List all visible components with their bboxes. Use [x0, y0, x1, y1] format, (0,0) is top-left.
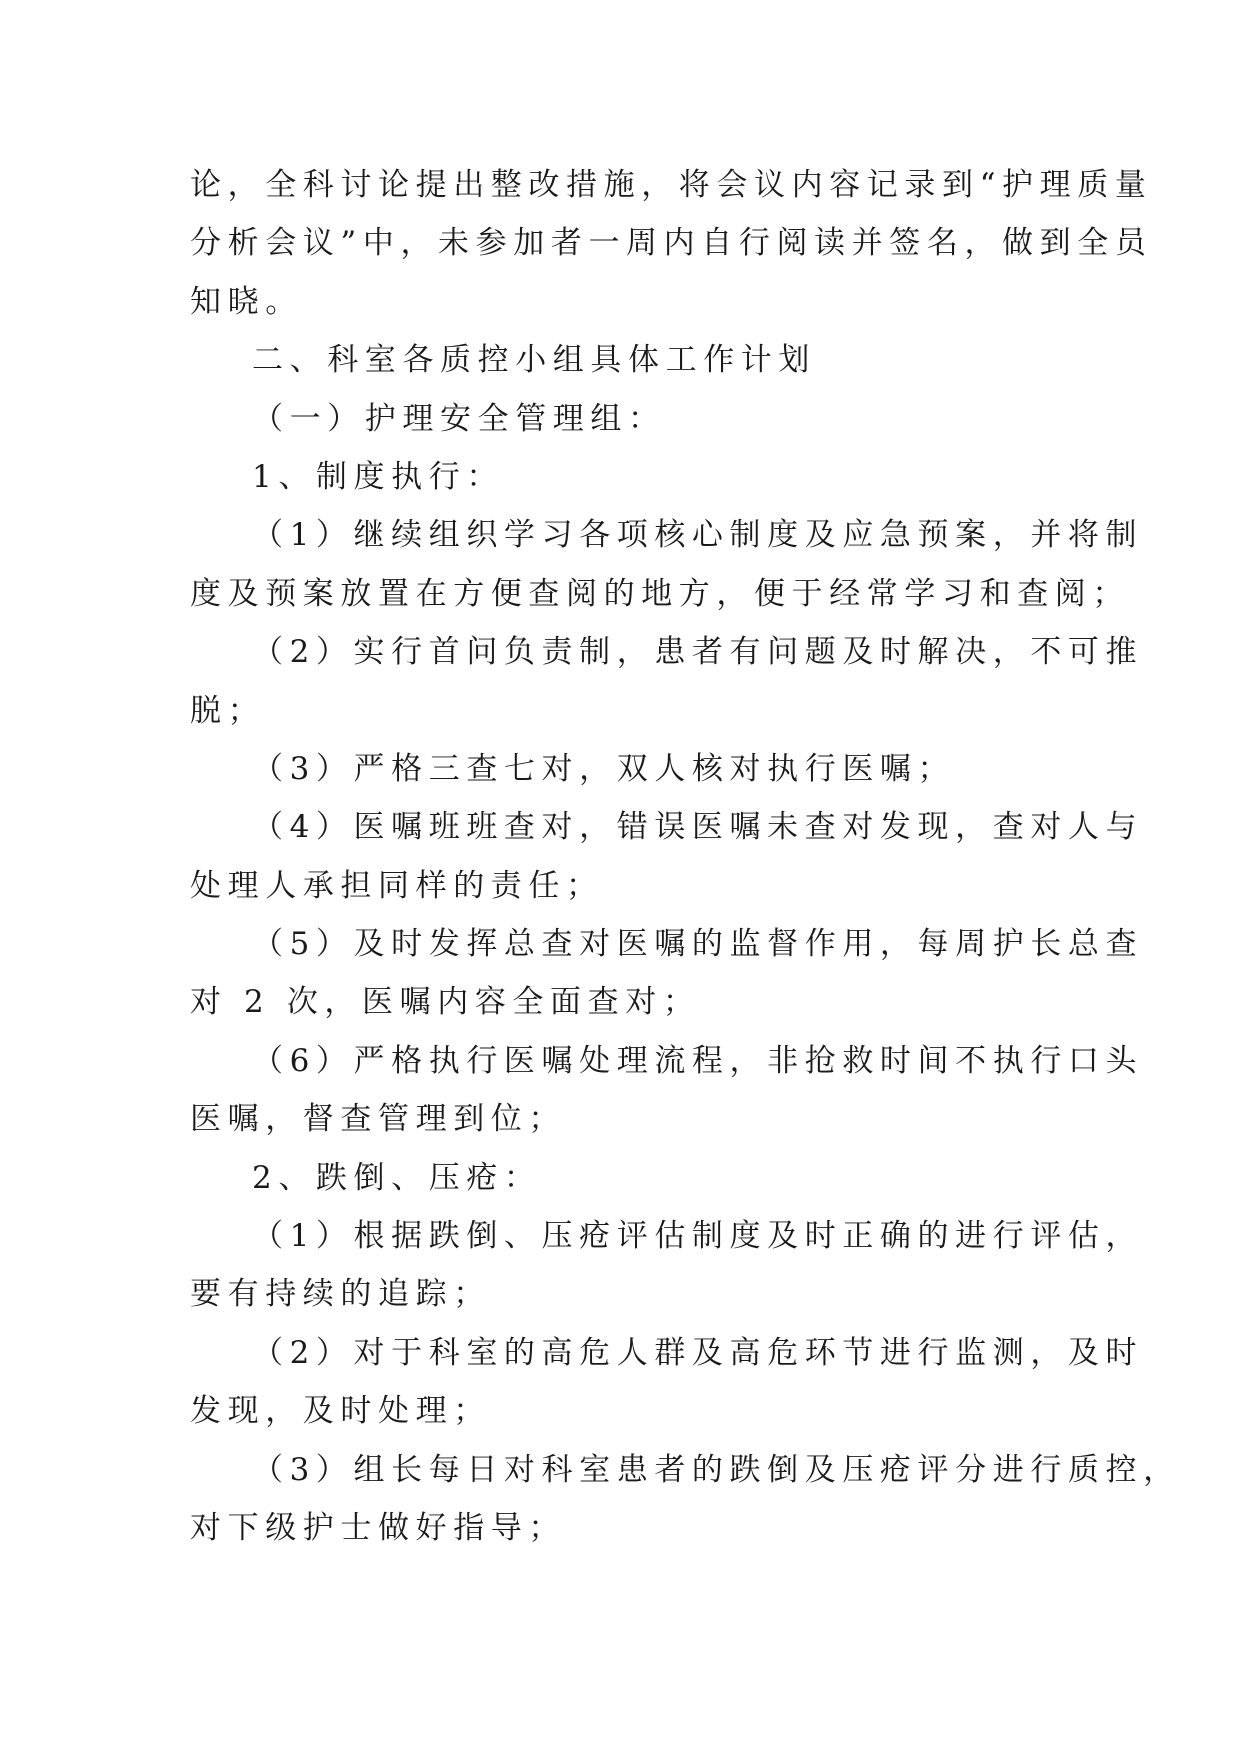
subsection-heading: （一）护理安全管理组：: [252, 400, 666, 437]
text-line: 处理人承担同样的责任；: [190, 867, 604, 904]
list-item: （4）医嘱班班查对，错误医嘱未查对发现，查对人与: [252, 809, 1144, 846]
text-line: 发现，及时处理；: [190, 1393, 491, 1430]
text-line: 分析会议”中，未参加者一周内自行阅读并签名，做到全员: [190, 225, 1153, 262]
text-line: 对 2 次，医嘱内容全面查对；: [190, 984, 701, 1021]
text-line: 要有持续的追踪；: [190, 1276, 491, 1313]
section-heading: 二、科室各质控小组具体工作计划: [252, 342, 816, 379]
list-item: （1）根据跌倒、压疮评估制度及时正确的进行评估，: [252, 1218, 1144, 1255]
text-line: 度及预案放置在方便查阅的地方，便于经常学习和查阅；: [190, 575, 1130, 612]
text-line: 脱；: [190, 692, 266, 729]
item-heading: 1、制度执行：: [252, 458, 504, 495]
text-line: 医嘱，督查管理到位；: [190, 1101, 566, 1138]
list-item: （5）及时发挥总查对医嘱的监督作用，每周护长总查: [252, 926, 1144, 963]
list-item: （2）对于科室的高危人群及高危环节进行监测，及时: [252, 1334, 1144, 1371]
list-item: （1）继续组织学习各项核心制度及应急预案，并将制: [252, 517, 1144, 554]
list-item: （6）严格执行医嘱处理流程，非抢救时间不执行口头: [252, 1042, 1144, 1079]
text-line: 论，全科讨论提出整改措施，将会议内容记录到“护理质量: [190, 167, 1153, 203]
list-item: （3）严格三查七对，双人核对执行医嘱；: [252, 750, 956, 787]
document-page: [190, 156, 1181, 1557]
item-heading: 2、跌倒、压疮：: [252, 1159, 542, 1196]
text-line: 知晓。: [190, 283, 303, 320]
list-item: （2）实行首问负责制，患者有问题及时解决，不可推: [252, 634, 1144, 671]
list-item: （3）组长每日对科室患者的跌倒及压疮评分进行质控，: [252, 1451, 1181, 1488]
text-line: 对下级护士做好指导；: [190, 1509, 566, 1546]
